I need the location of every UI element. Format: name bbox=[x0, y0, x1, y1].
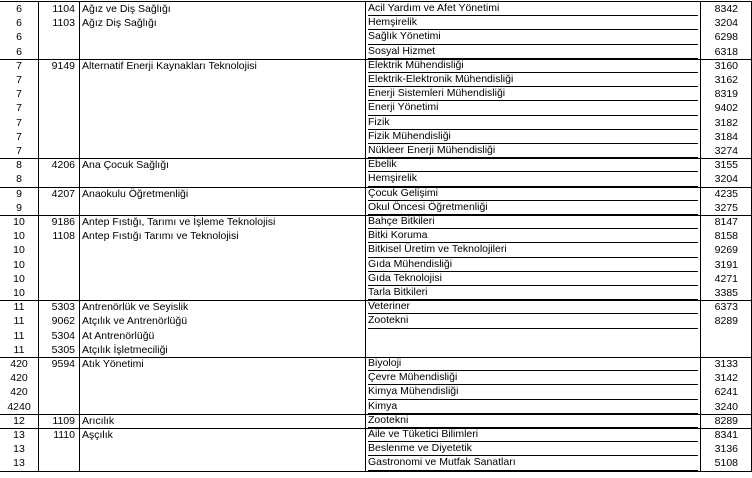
column-divider bbox=[79, 2, 80, 59]
program-code-cell bbox=[38, 243, 75, 257]
group-number-cell: 11 bbox=[13, 329, 25, 342]
program-name-cell: Antrenörlük ve Seyislik bbox=[82, 301, 189, 314]
university-program-name-cell: Ebelik bbox=[368, 158, 698, 172]
program-name-cell: Atçılık ve Antrenörlüğü bbox=[82, 315, 188, 328]
column-divider bbox=[365, 187, 366, 215]
university-program-code-cell: 8289 bbox=[714, 414, 738, 427]
column-divider bbox=[365, 300, 366, 357]
university-program-name-cell: Gıda Teknolojisi bbox=[368, 272, 698, 286]
program-name-cell bbox=[82, 144, 362, 158]
table-group bbox=[0, 215, 752, 300]
group-number-cell: 10 bbox=[13, 244, 25, 257]
program-code-cell: 1104 bbox=[52, 3, 75, 15]
program-code-cell bbox=[38, 101, 75, 115]
program-name-cell bbox=[82, 73, 362, 87]
program-code-cell bbox=[38, 272, 75, 286]
program-name-cell: Ağız Diş Sağlığı bbox=[82, 17, 157, 30]
program-name-cell bbox=[82, 30, 362, 44]
group-number-cell: 11 bbox=[13, 301, 25, 314]
group-number-cell: 7 bbox=[16, 130, 22, 143]
program-code-cell: 9186 bbox=[51, 216, 75, 228]
program-name-cell: At Antrenörlüğü bbox=[82, 329, 155, 342]
program-name-cell bbox=[82, 258, 362, 272]
program-code-cell: 1103 bbox=[52, 17, 75, 30]
program-code-cell bbox=[38, 144, 75, 158]
university-program-name-cell: Veteriner bbox=[368, 300, 698, 314]
program-name-cell bbox=[82, 116, 362, 130]
university-program-name-cell: Acil Yardım ve Afet Yönetimi bbox=[368, 2, 698, 16]
university-program-name-cell: Bitkisel Üretim ve Teknolojileri bbox=[368, 243, 698, 257]
column-divider bbox=[79, 414, 80, 428]
university-program-code-cell: 9402 bbox=[714, 102, 738, 115]
university-program-name-cell: Zootekni bbox=[368, 414, 698, 428]
university-program-name-cell: Tarla Bitkileri bbox=[368, 286, 698, 300]
program-name-cell: Ana Çocuk Sağlığı bbox=[82, 159, 169, 172]
university-program-code-cell: 3133 bbox=[714, 358, 738, 370]
program-code-cell: 5303 bbox=[51, 301, 75, 314]
university-program-name-cell: Nükleer Enerji Mühendisliği bbox=[368, 144, 698, 158]
column-divider bbox=[79, 357, 80, 414]
program-code-cell: 1109 bbox=[52, 414, 75, 427]
university-program-code-cell: 8342 bbox=[714, 3, 738, 15]
group-number-cell: 13 bbox=[13, 457, 25, 470]
university-program-code-cell: 3155 bbox=[714, 159, 738, 172]
university-program-name-cell: Fizik Mühendisliği bbox=[368, 130, 698, 144]
university-program-code-cell: 3136 bbox=[714, 443, 738, 456]
university-program-name-cell: Hemşirelik bbox=[368, 16, 698, 30]
university-program-code-cell: 9269 bbox=[714, 244, 738, 257]
program-code-cell bbox=[38, 45, 75, 59]
group-number-cell: 13 bbox=[13, 429, 25, 441]
group-number-cell: 10 bbox=[13, 272, 25, 285]
program-code-cell: 4207 bbox=[51, 187, 75, 200]
university-program-name-cell: Elektrik Mühendisliği bbox=[368, 59, 698, 73]
university-program-name-cell: Enerji Sistemleri Mühendisliği bbox=[368, 87, 698, 101]
university-program-code-cell: 3204 bbox=[714, 173, 738, 186]
university-program-code-cell: 6373 bbox=[714, 301, 738, 314]
university-program-name-cell: Sosyal Hizmet bbox=[368, 45, 698, 59]
program-code-cell bbox=[38, 116, 75, 130]
group-number-cell: 7 bbox=[16, 73, 22, 86]
university-program-name-cell: Elektrik-Elektronik Mühendisliği bbox=[368, 73, 698, 87]
university-program-code-cell: 4235 bbox=[714, 187, 738, 200]
program-code-cell bbox=[38, 172, 75, 186]
program-code-cell bbox=[38, 442, 75, 456]
university-program-code-cell: 8341 bbox=[714, 429, 738, 441]
group-number-cell: 7 bbox=[16, 59, 22, 72]
program-name-cell: Alternatif Enerji Kaynakları Teknolojisi bbox=[82, 59, 257, 72]
column-divider bbox=[79, 428, 80, 471]
column-divider bbox=[365, 215, 366, 300]
program-code-cell: 5305 bbox=[51, 343, 75, 356]
table-group bbox=[0, 2, 752, 59]
university-program-name-cell: Zootekni bbox=[368, 314, 698, 328]
university-program-name-cell: Fizik bbox=[368, 116, 698, 130]
university-program-code-cell: 6241 bbox=[714, 386, 738, 399]
program-name-cell: Anaokulu Öğretmenliği bbox=[82, 187, 189, 200]
university-program-name-cell: Gastronomi ve Mutfak Sanatları bbox=[368, 456, 698, 470]
university-program-name-cell: Kimya Mühendisliği bbox=[368, 385, 698, 399]
university-program-code-cell: 6298 bbox=[714, 31, 738, 44]
program-name-cell bbox=[82, 286, 362, 300]
university-program-code-cell: 4271 bbox=[714, 272, 738, 285]
column-divider bbox=[365, 2, 366, 59]
program-code-cell bbox=[38, 30, 75, 44]
university-program-name-cell: Okul Öncesi Öğretmenliği bbox=[368, 201, 698, 215]
program-name-cell bbox=[82, 442, 362, 456]
university-program-code-cell: 3385 bbox=[714, 287, 738, 299]
university-program-code-cell: 8147 bbox=[714, 216, 738, 228]
program-code-cell bbox=[38, 400, 75, 414]
program-name-cell: Antep Fıstığı Tarımı ve Teknolojisi bbox=[82, 230, 239, 243]
program-code-cell bbox=[38, 456, 75, 470]
university-program-code-cell: 3274 bbox=[714, 144, 738, 157]
program-name-cell bbox=[82, 45, 362, 59]
program-code-cell: 1108 bbox=[52, 230, 75, 243]
column-divider bbox=[365, 158, 366, 186]
group-number-cell: 10 bbox=[13, 216, 25, 228]
university-program-name-cell: Beslenme ve Diyetetik bbox=[368, 442, 698, 456]
university-program-code-cell: 8289 bbox=[714, 315, 738, 328]
university-program-name-cell: Kimya bbox=[368, 400, 698, 414]
group-number-cell: 8 bbox=[16, 159, 22, 172]
program-name-cell bbox=[82, 385, 362, 399]
program-name-cell bbox=[82, 172, 362, 186]
program-name-cell bbox=[82, 456, 362, 470]
university-program-code-cell: 3162 bbox=[714, 73, 738, 86]
program-name-cell bbox=[82, 272, 362, 286]
group-number-cell: 4240 bbox=[7, 400, 31, 413]
program-code-cell: 4206 bbox=[51, 159, 75, 172]
table-group bbox=[0, 59, 752, 158]
table-group bbox=[0, 300, 752, 357]
university-program-name-cell: Sağlık Yönetimi bbox=[368, 30, 698, 44]
program-code-cell bbox=[38, 385, 75, 399]
program-code-cell bbox=[38, 286, 75, 300]
group-number-cell: 7 bbox=[16, 102, 22, 115]
table-group bbox=[0, 187, 752, 215]
program-code-cell: 9594 bbox=[51, 358, 75, 370]
university-program-name-cell: Bitki Koruma bbox=[368, 229, 698, 243]
group-number-cell: 12 bbox=[13, 414, 25, 427]
column-divider bbox=[365, 357, 366, 414]
program-name-cell bbox=[82, 87, 362, 101]
university-program-code-cell: 3275 bbox=[714, 201, 738, 214]
program-code-cell: 9149 bbox=[51, 59, 75, 72]
program-name-cell bbox=[82, 243, 362, 257]
university-program-code-cell: 3240 bbox=[714, 400, 738, 413]
university-program-code-cell: 3182 bbox=[714, 116, 738, 129]
university-program-name-cell: Aile ve Tüketici Bilimleri bbox=[368, 428, 698, 442]
university-program-code-cell: 3191 bbox=[714, 258, 738, 271]
column-divider bbox=[79, 215, 80, 300]
program-name-cell bbox=[82, 400, 362, 414]
program-name-cell: Arıcılık bbox=[82, 414, 115, 427]
program-code-cell bbox=[38, 201, 75, 215]
column-divider bbox=[365, 428, 366, 471]
group-number-cell: 9 bbox=[16, 187, 22, 200]
group-number-cell: 6 bbox=[16, 3, 22, 15]
group-number-cell: 7 bbox=[16, 144, 22, 157]
group-number-cell: 6 bbox=[16, 17, 22, 30]
university-program-code-cell: 8319 bbox=[714, 88, 738, 101]
column-divider bbox=[79, 158, 80, 186]
group-number-cell: 10 bbox=[13, 258, 25, 271]
group-number-cell: 11 bbox=[13, 315, 25, 328]
university-program-code-cell: 3204 bbox=[714, 17, 738, 30]
university-program-name-cell: Çevre Mühendisliği bbox=[368, 371, 698, 385]
program-code-cell: 9062 bbox=[51, 315, 75, 328]
group-number-cell: 420 bbox=[10, 386, 28, 399]
university-program-name-cell: Biyoloji bbox=[368, 357, 698, 371]
program-code-cell bbox=[38, 258, 75, 272]
program-name-cell: Atık Yönetimi bbox=[82, 358, 144, 370]
table-group bbox=[0, 158, 752, 186]
group-number-cell: 8 bbox=[16, 173, 22, 186]
university-program-code-cell: 3184 bbox=[714, 130, 738, 143]
group-number-cell: 6 bbox=[16, 31, 22, 44]
program-name-cell bbox=[82, 201, 362, 215]
group-number-cell: 420 bbox=[10, 372, 28, 385]
table-group bbox=[0, 428, 752, 471]
program-name-cell bbox=[82, 101, 362, 115]
university-program-name-cell: Bahçe Bitkileri bbox=[368, 215, 698, 229]
column-divider bbox=[365, 59, 366, 158]
university-program-code-cell: 3160 bbox=[714, 59, 738, 72]
university-program-code-cell: 5108 bbox=[714, 457, 738, 470]
university-program-code-cell: 6318 bbox=[714, 45, 738, 58]
program-code-cell bbox=[38, 87, 75, 101]
group-number-cell: 10 bbox=[13, 287, 25, 299]
university-program-name-cell: Çocuk Gelişimi bbox=[368, 187, 698, 201]
university-program-name-cell: Enerji Yönetimi bbox=[368, 101, 698, 115]
column-divider bbox=[365, 414, 366, 428]
column-divider bbox=[79, 187, 80, 215]
group-number-cell: 9 bbox=[16, 201, 22, 214]
table-group bbox=[0, 357, 752, 414]
program-name-cell: Antep Fıstığı, Tarımı ve İşleme Teknolojisi bbox=[82, 216, 276, 228]
group-number-cell: 7 bbox=[16, 88, 22, 101]
program-code-cell: 1110 bbox=[53, 429, 75, 441]
university-program-name-cell: Gıda Mühendisliği bbox=[368, 258, 698, 272]
university-program-code-cell: 8158 bbox=[714, 230, 738, 243]
group-number-cell: 13 bbox=[13, 443, 25, 456]
group-number-cell: 6 bbox=[16, 45, 22, 58]
program-name-cell: Ağız ve Diş Sağlığı bbox=[82, 3, 171, 15]
group-number-cell: 420 bbox=[10, 358, 28, 370]
column-divider bbox=[79, 300, 80, 357]
program-name-cell: Aşçılık bbox=[82, 429, 113, 441]
table-group bbox=[0, 414, 752, 428]
program-name-cell bbox=[82, 371, 362, 385]
program-code-cell: 5304 bbox=[51, 329, 75, 342]
program-code-cell bbox=[38, 130, 75, 144]
group-number-cell: 10 bbox=[13, 230, 25, 243]
group-number-cell: 7 bbox=[16, 116, 22, 129]
group-number-cell: 11 bbox=[13, 343, 25, 356]
group-separator bbox=[0, 471, 752, 472]
university-program-code-cell: 3142 bbox=[714, 372, 738, 385]
program-name-cell: Atçılık İşletmeciliği bbox=[82, 343, 168, 356]
program-code-cell bbox=[38, 73, 75, 87]
program-name-cell bbox=[82, 130, 362, 144]
university-program-name-cell: Hemşirelik bbox=[368, 172, 698, 186]
program-code-cell bbox=[38, 371, 75, 385]
column-divider bbox=[79, 59, 80, 158]
